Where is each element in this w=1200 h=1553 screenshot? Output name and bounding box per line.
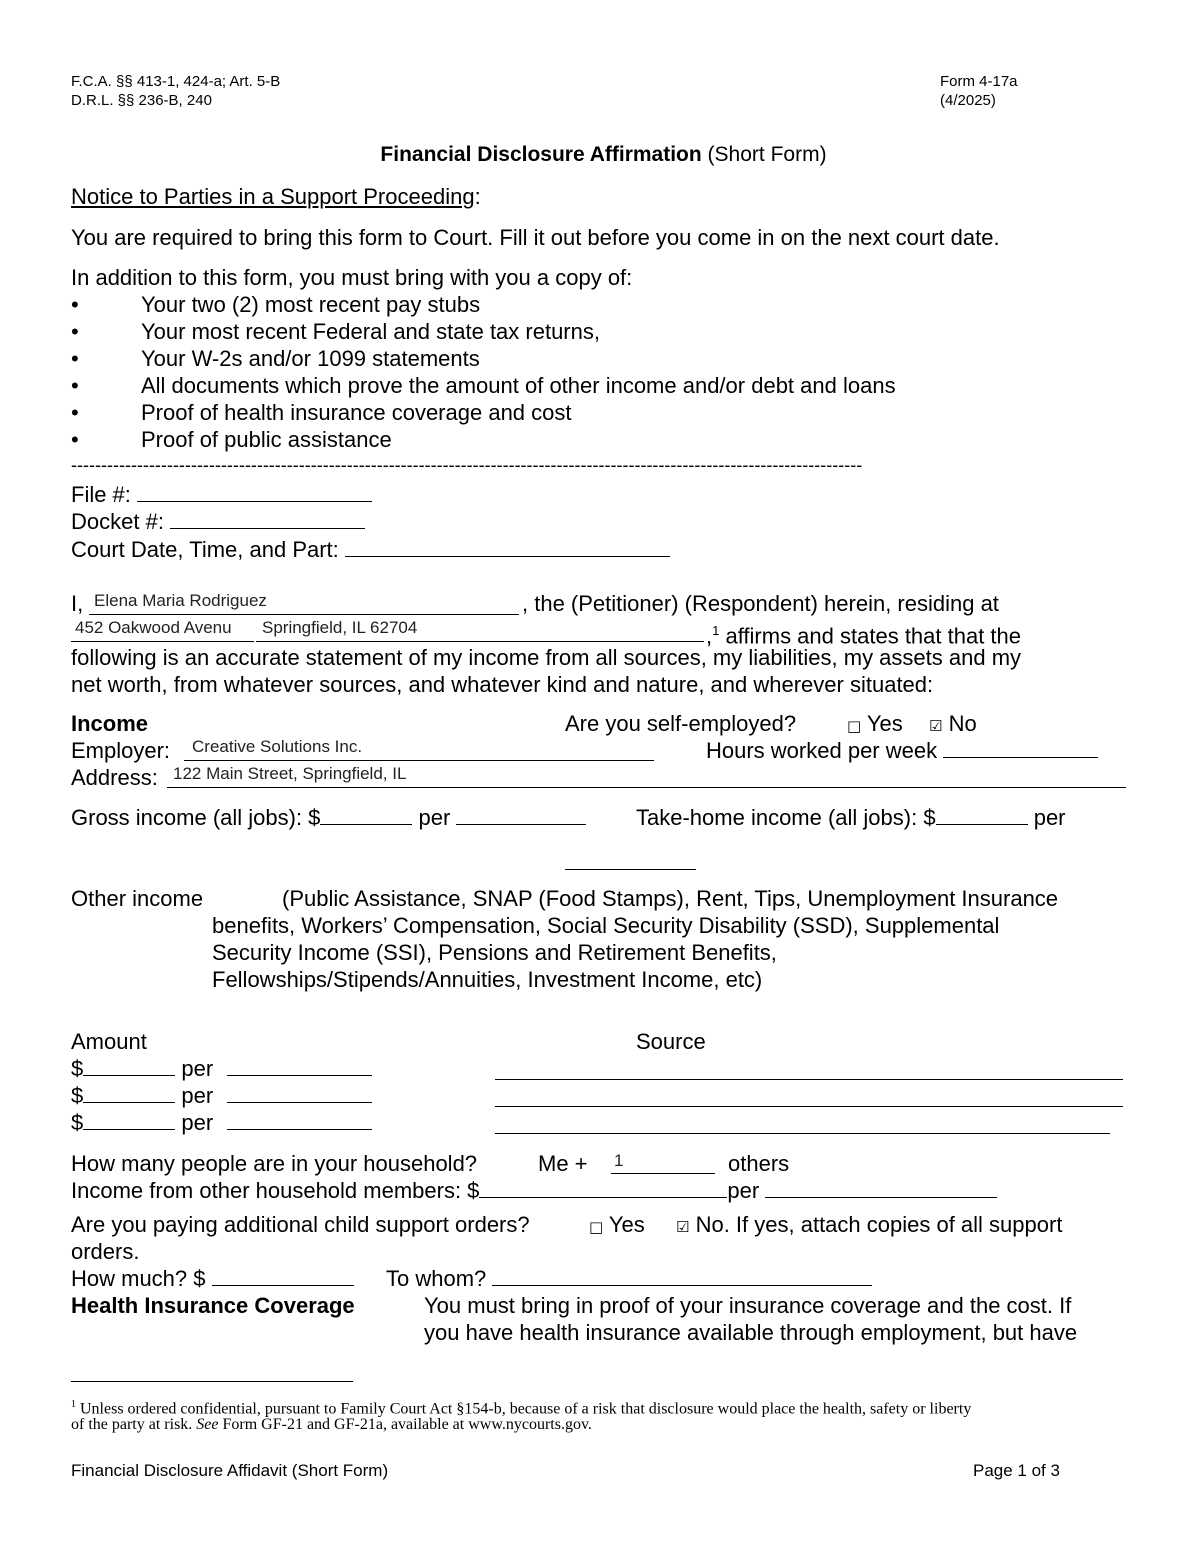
other-income-desc-1: (Public Assistance, SNAP (Food Stamps), Rent, Tips, Unemployment Insurance [282,886,1059,911]
employer-field[interactable] [184,738,654,761]
list-item: • All documents which prove the amount of other income and/or debt and loans [71,373,896,398]
other-income-period-field[interactable] [227,1055,372,1076]
list-item: • Proof of public assistance [71,427,392,452]
employer-value: Creative Solutions Inc. [192,737,363,756]
other-income-source-field[interactable] [495,1084,1123,1107]
footer-form-name: Financial Disclosure Affidavit (Short Form) [71,1461,389,1480]
other-members-income-row: Income from other household members: $ per [71,1177,997,1204]
health-insurance-line-1: You must bring in proof of your insurance coverage and the cost. If [424,1293,1072,1318]
gross-income-period-field[interactable] [456,804,586,825]
child-support-question: Are you paying additional child support orders? [71,1212,530,1237]
form-date: (4/2025) [940,92,996,109]
household-count-value: 1 [614,1151,624,1170]
self-employed-question: Are you self-employed? [565,711,797,736]
other-income-desc-4: Fellowships/Stipends/Annuities, Investment Income, etc) [212,967,763,992]
take-home-period-field[interactable] [565,847,696,870]
child-support-yes-option[interactable]: □ Yes [589,1212,645,1237]
statement-line-3: following is an accurate statement of my income from all sources, my liabilities, my assets and my [71,645,1022,670]
page-number: Page 1 of 3 [973,1461,1060,1480]
source-header: Source [636,1029,706,1054]
city-state-zip-field[interactable] [256,619,704,642]
court-date-row: Court Date, Time, and Part: [71,536,670,563]
statement-line-4: net worth, from whatever sources, and whatever kind and nature, and wherever situated: [71,672,934,697]
statute-citation-2: D.R.L. §§ 236-B, 240 [71,92,212,109]
self-employed-no-option[interactable]: ☑ No [929,711,977,736]
take-home-amount-field[interactable] [936,804,1028,825]
household-count-field[interactable] [611,1151,715,1174]
footnote-separator [71,1381,353,1382]
city-state-zip-value: Springfield, IL 62704 [262,618,418,637]
file-number-field[interactable] [137,481,372,502]
child-support-yes-checkbox: □ [589,1218,604,1236]
other-income-row: $ per [71,1109,372,1136]
other-income-amount-field[interactable] [83,1082,175,1103]
amount-header: Amount [71,1029,147,1054]
docket-number-row: Docket #: [71,508,365,535]
other-income-amount-field[interactable] [83,1055,175,1076]
list-item: • Your two (2) most recent pay stubs [71,292,481,317]
gross-income-amount-field[interactable] [320,804,412,825]
health-insurance-heading: Health Insurance Coverage [71,1293,355,1318]
docket-number-field[interactable] [170,508,365,529]
child-support-line-2: orders. [71,1239,140,1264]
party-name-field[interactable] [89,592,519,615]
self-employed-yes-option[interactable]: □ Yes [847,711,903,736]
notice-required-text: You are required to bring this form to Court. Fill it out before you come in on the next court date. [71,225,1000,250]
other-members-amount-field[interactable] [479,1177,727,1198]
other-income-source-field[interactable] [495,1111,1110,1134]
other-members-period-field[interactable] [765,1177,997,1198]
party-role-text: , the (Petitioner) (Respondent) herein, residing at [522,591,999,616]
other-income-row: $ per [71,1082,372,1109]
hours-worked-field[interactable] [943,737,1098,758]
page-title: Financial Disclosure Affirmation (Short Form) [380,143,827,166]
street-address-field[interactable] [71,619,254,642]
list-item: • Your most recent Federal and state tax returns, [71,319,600,344]
health-insurance-line-2: you have health insurance available through employment, but have [424,1320,1078,1345]
household-question: How many people are in your household? [71,1151,478,1176]
child-support-no-option[interactable]: ☑ No. If yes, attach copies of all support [676,1212,1063,1237]
file-number-row: File #: [71,481,372,508]
footnote-line-2: of the party at risk. See Form GF-21 and GF-21a, available at www.nycourts.gov. [71,1416,592,1433]
to-whom-row: To whom? [386,1265,872,1292]
list-item: • Proof of health insurance coverage and cost [71,400,572,425]
other-income-label: Other income [71,886,204,911]
to-whom-field[interactable] [492,1265,872,1286]
affirms-text: ,$^1$ affirms and states that that the [706,623,1022,649]
i-label: I, [71,591,84,616]
how-much-row: How much? $ [71,1265,354,1292]
list-item: • Your W-2s and/or 1099 statements [71,346,480,371]
others-label: others [728,1151,790,1176]
notice-addition-text: In addition to this form, you must bring with you a copy of: [71,265,633,290]
other-income-period-field[interactable] [227,1109,372,1130]
footnote-ref: 1 [712,623,720,638]
footnote-line-1: $^1$ Unless ordered confidential, pursuant to Family Court Act §154-b, because of a risk that disclosure would place the health, safety or liberty [71,1399,972,1418]
self-employed-yes-checkbox: □ [847,717,862,735]
other-income-desc-3: Security Income (SSI), Pensions and Retirement Benefits, [212,940,777,965]
income-heading: Income [71,711,149,736]
hours-worked-row: Hours worked per week [706,737,1098,764]
street-address-value: 452 Oakwood Avenu [75,619,232,637]
self-employed-no-checkbox: ☑ [929,717,943,735]
employer-address-value: 122 Main Street, Springfield, IL [173,764,407,783]
other-income-source-field[interactable] [495,1057,1123,1080]
child-support-no-checkbox: ☑ [676,1218,690,1236]
other-income-period-field[interactable] [227,1082,372,1103]
form-number: Form 4-17a [940,73,1018,90]
employer-address-label: Address: [71,765,158,790]
gross-income-row: Gross income (all jobs): $ per [71,804,586,831]
party-name-value: Elena Maria Rodriguez [94,591,267,610]
other-income-row: $ per [71,1055,372,1082]
dashed-divider: ------------------------------------------------------------------------------------------------------------------------------------ [71,455,863,475]
take-home-income-row: Take-home income (all jobs): $ per [636,805,1066,830]
employer-address-field[interactable] [167,765,1126,788]
me-plus-label: Me + [538,1151,588,1176]
other-income-amount-field[interactable] [83,1109,175,1130]
how-much-field[interactable] [212,1265,354,1286]
employer-label: Employer: [71,738,171,763]
other-income-desc-2: benefits, Workers’ Compensation, Social Security Disability (SSD), Supplemental [212,913,1000,938]
statute-citation-1: F.C.A. §§ 413-1, 424-a; Art. 5-B [71,73,281,90]
court-date-field[interactable] [345,536,670,557]
notice-heading: Notice to Parties in a Support Proceeding: [71,184,481,209]
